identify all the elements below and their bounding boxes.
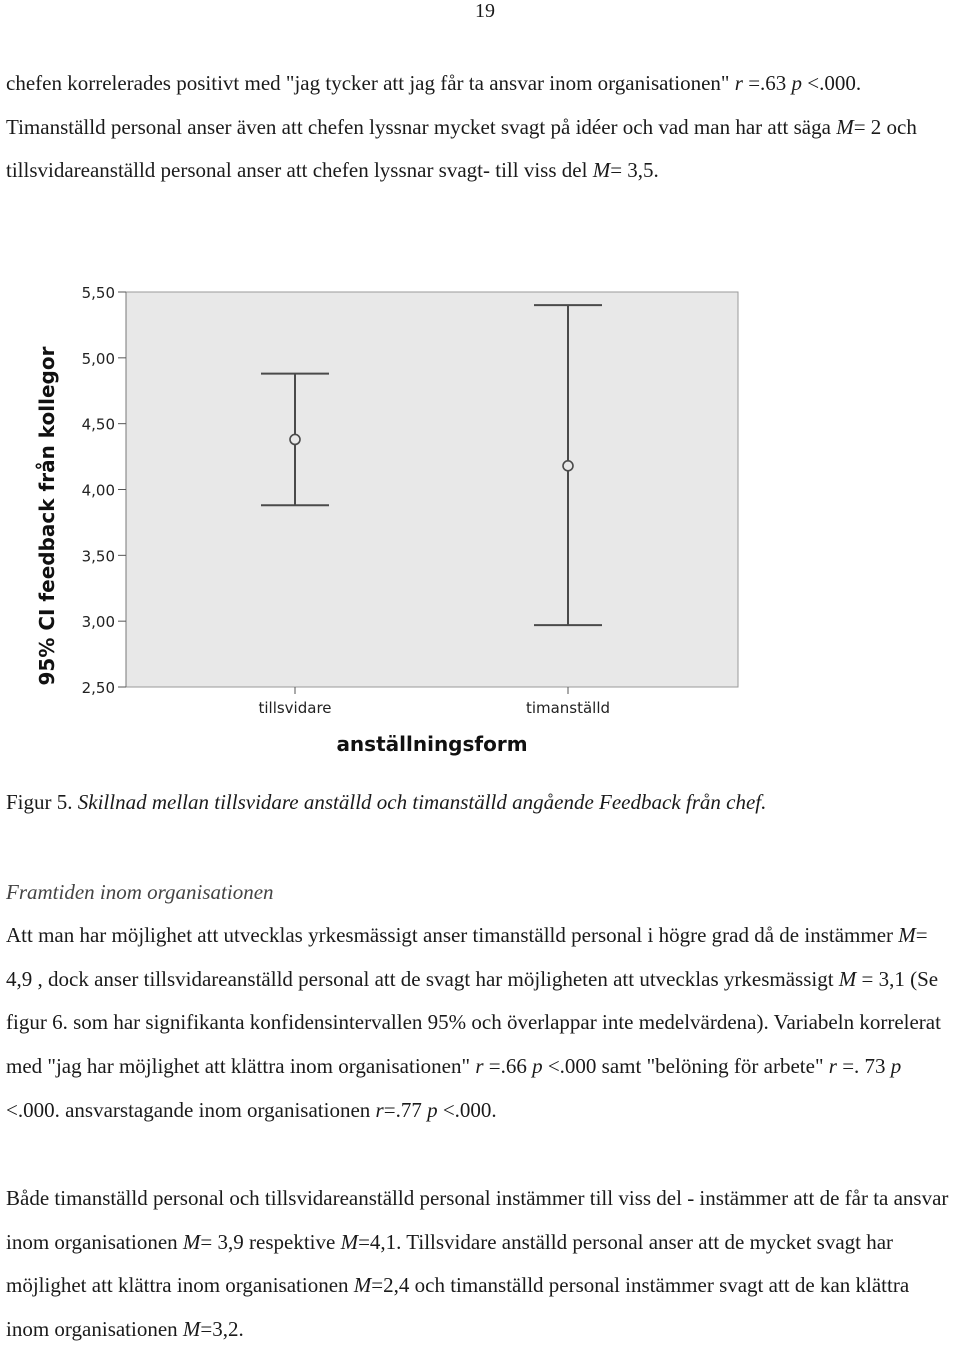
page-number: 19 <box>475 0 495 22</box>
paragraph-1: chefen korrelerades positivt med "jag tycker att jag får ta ansvar inom organisationen" r =.63 p <.000. Timanställd personal anser även att chefen lyssnar mycket svagt på idéer och vad man har att säga M= 2 och tillsvidareanställd personal anser att chefen lyssnar svagt- till viss del M= 3,5. <box>6 71 917 183</box>
mean-marker <box>290 434 300 444</box>
y-tick-label: 4,00 <box>81 481 115 500</box>
y-tick-label: 5,50 <box>81 284 115 302</box>
paragraph-3: Både timanställd personal och tillsvidareanställd personal instämmer till viss del - instämmer att de får ta ansvar inom organisationen M= 3,9 respektive M=4,1. Tillsvidare anställd personal anser att de mycket svagt har möjlighet att klättra inom organisationen M=2,4 och timanställd personal instämmer svagt att de kan klättra inom organisationen M=3,2. <box>6 1186 949 1342</box>
mean-marker <box>563 461 573 471</box>
errorbar-chart <box>0 280 760 760</box>
y-tick-label: 4,50 <box>81 415 115 434</box>
y-ticks <box>82 284 126 697</box>
x-tick-label: timanställd <box>525 699 611 717</box>
x-ticks <box>258 687 610 717</box>
x-tick-label: tillsvidare <box>258 699 332 717</box>
figure-text: Skillnad mellan tillsvidare anställd och timanställd angående Feedback från chef. <box>77 790 767 814</box>
y-tick-label: 5,00 <box>81 349 115 368</box>
y-tick-label: 2,50 <box>81 679 115 697</box>
y-tick-label: 3,00 <box>81 613 115 632</box>
section-heading: Framtiden inom organisationen <box>6 880 274 904</box>
y-axis-label: 95% CI feedback från kollegor <box>35 346 59 686</box>
x-axis-label: anställningsform <box>336 732 528 756</box>
paragraph-2: Att man har möjlighet att utvecklas yrkesmässigt anser timanställd personal i högre grad då de instämmer M= 4,9 , dock anser tillsvidareanställd personal att de svagt har möjligheten att utvecklas yrkesmässigt M = 3,1 (Se figur 6. som har signifikanta konfidensintervallen 95% och överlappar inte medelvärdena). Variabeln korrelerat med "jag har möjlighet att klättra inom organisationen" r =.66 p <.000 samt "belöning för arbete" r =. 73 p <.000. ansvarstagande inom organisationen r=.77 p <.000. <box>6 923 941 1122</box>
figure-caption <box>6 786 766 818</box>
y-tick-label: 3,50 <box>81 547 115 566</box>
plot-area <box>126 292 738 687</box>
figure-label: Figur 5. <box>6 790 73 814</box>
